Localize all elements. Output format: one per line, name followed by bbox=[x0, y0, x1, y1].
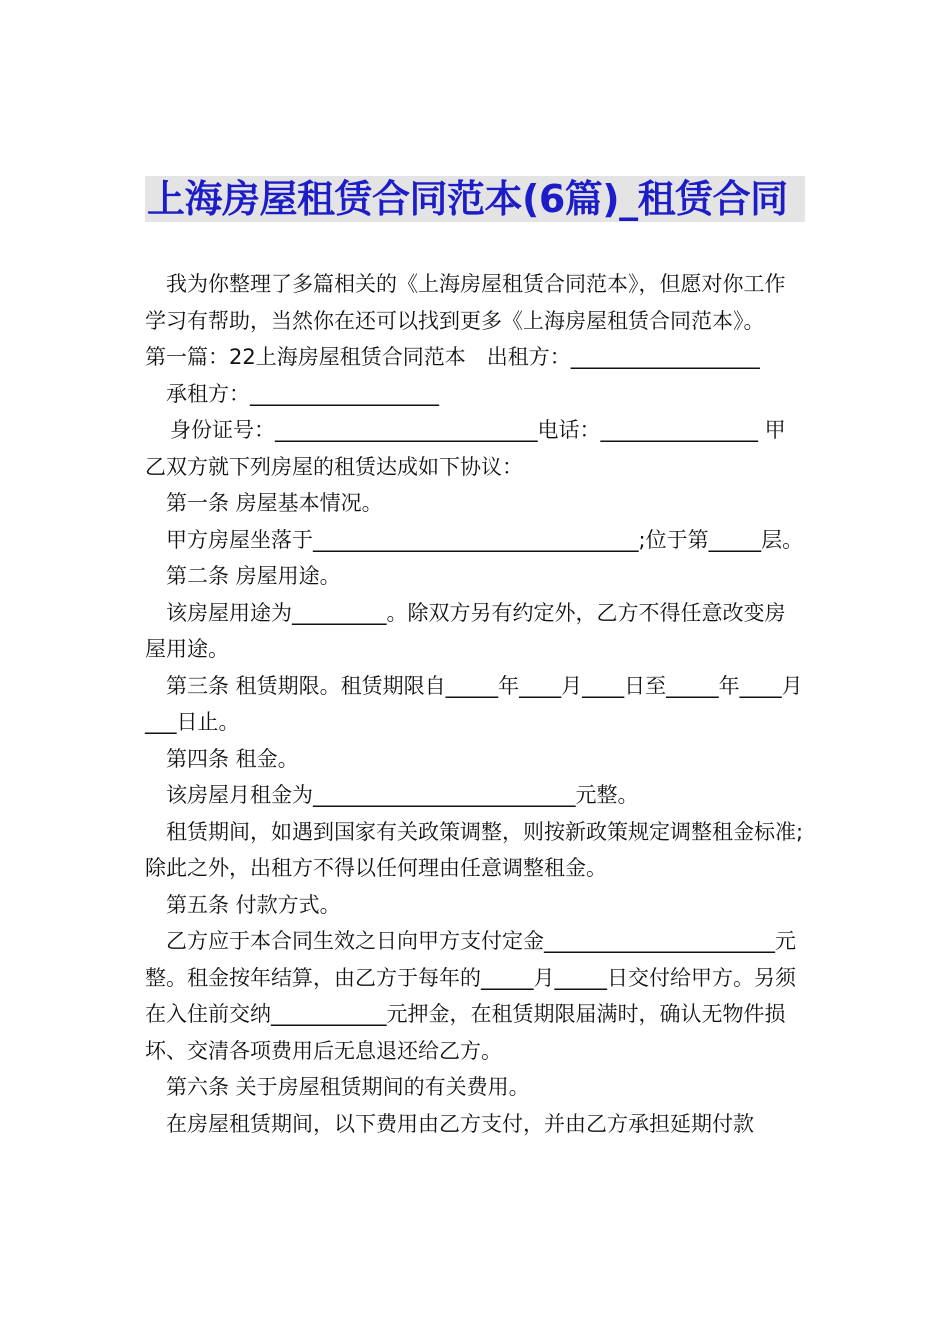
document-title: 上海房屋租赁合同范本(6篇)_租赁合同 bbox=[147, 177, 788, 221]
rent-adjustment-text: 租赁期间，如遇到国家有关政策调整，则按新政策规定调整租金标准;除此之外，出租方不得以任何理由任意调整租金。 bbox=[145, 819, 804, 880]
article-five-heading: 第五条 付款方式。 bbox=[166, 892, 341, 917]
document-body bbox=[145, 266, 805, 1142]
tenant-line: 承租方：__________________ bbox=[166, 381, 439, 406]
article-two-text: 该房屋用途为_________。除双方另有约定外，乙方不得任意改变房屋用途。 bbox=[145, 600, 786, 661]
intro-paragraph: 我为你整理了多篇相关的《上海房屋租赁合同范本》，但愿对你工作学习有帮助，当然你在还可以找到更多《上海房屋租赁合同范本》。 bbox=[145, 272, 786, 333]
article-six-text: 在房屋租赁期间，以下费用由乙方支付，并由乙方承担延期付款 bbox=[166, 1111, 754, 1136]
article-one-text: 甲方房屋坐落于_______________________________;位于第_____层。 bbox=[166, 527, 804, 552]
article-one-heading: 第一条 房屋基本情况。 bbox=[166, 491, 383, 515]
article-six-heading: 第六条 关于房屋租赁期间的有关费用。 bbox=[166, 1075, 530, 1099]
article-two-heading: 第二条 房屋用途。 bbox=[166, 564, 341, 588]
article-four-heading: 第四条 租金。 bbox=[166, 746, 299, 771]
article-five-text: 乙方应于本合同生效之日向甲方支付定金______________________元整。租金按年结算，由乙方于每年的_____月_____日交付给甲方。另须在入住前交纳___________元押金，在租赁期限届满时，确认无物件损坏、交清各项费用后无息退还给乙方。 bbox=[145, 929, 796, 1063]
article-four-text: 该房屋月租金为_________________________元整。 bbox=[166, 783, 639, 807]
id-phone-line: 身份证号：_________________________电话：_______________ 甲乙双方就下列房屋的租赁达成如下协议： bbox=[145, 418, 786, 479]
article-three-text: 第三条 租赁期限。租赁期限自_____年____月____日至_____年____月___日止。 bbox=[145, 673, 803, 734]
chapter-one-heading: 第一篇：22上海房屋租赁合同范本 出租方：__________________ bbox=[145, 345, 760, 369]
